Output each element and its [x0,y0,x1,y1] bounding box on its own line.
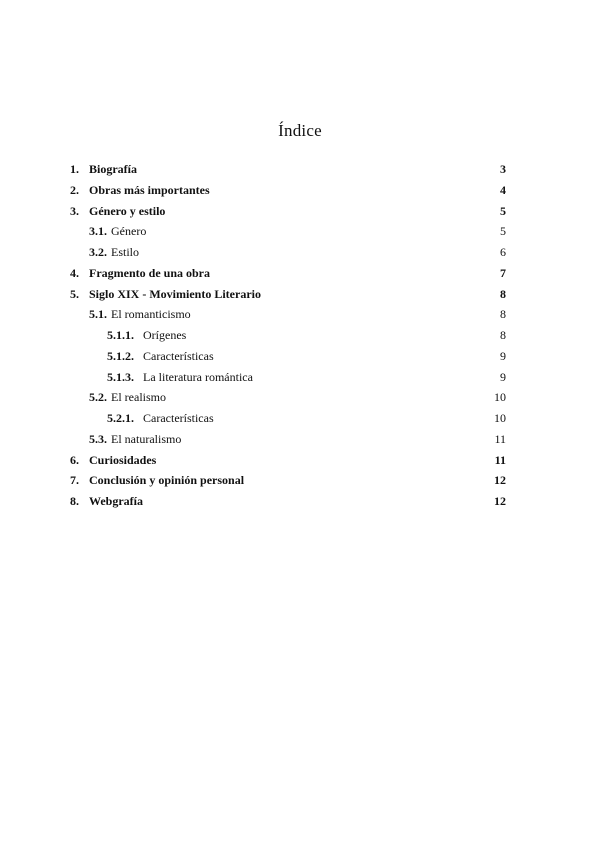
toc-entry-number: 8. [70,494,79,508]
toc-entry-label: Webgrafía [89,494,143,508]
toc-entry-page: 12 [494,473,506,488]
toc-entry-label: Curiosidades [89,452,157,467]
toc-entry-number: 7. [70,473,79,488]
toc-entry-number: 3.1. [89,224,107,239]
toc-entry[interactable] [0,263,600,284]
toc-entry-page: 5 [500,224,506,239]
toc-entry-number: 5.1.1. [107,328,134,342]
toc-entry-label: Conclusión y opinión personal [89,473,245,488]
toc-entry-label: Estilo [111,245,140,259]
toc-entry-number: 5.3. [89,431,107,446]
toc-entry-page: 10 [494,390,506,405]
toc-entry[interactable] [0,387,600,408]
toc-entry-page: 8 [500,328,506,342]
toc-entry-number: 1. [70,162,79,176]
toc-entry-label: Siglo XIX - Movimiento Literario [89,286,261,301]
toc-entry-label: Género y estilo [89,203,166,218]
toc-entry[interactable] [0,159,600,180]
toc-entry[interactable] [0,242,600,263]
toc-entry[interactable] [0,346,600,367]
toc-entry-number: 5.2. [89,390,107,405]
table-of-contents [0,159,600,512]
toc-entry-page: 7 [500,265,506,280]
toc-entry-page: 6 [500,245,506,259]
toc-entry-label: El romanticismo [111,307,191,322]
toc-entry[interactable] [0,284,600,305]
toc-entry-number: 4. [70,265,79,280]
toc-entry[interactable] [0,180,600,201]
toc-entry-page: 3 [500,162,506,176]
toc-entry-label: El realismo [111,390,166,405]
toc-entry[interactable] [0,450,600,471]
toc-entry[interactable] [0,470,600,491]
toc-entry-label: Características [143,411,214,425]
toc-entry-number: 6. [70,452,79,467]
toc-entry-page: 8 [500,286,506,301]
toc-entry-label: Características [143,348,214,363]
toc-entry-page: 12 [494,494,506,508]
toc-entry-number: 5. [70,286,79,301]
toc-entry-label: Biografía [89,162,137,176]
toc-entry-number: 5.1.3. [107,369,134,384]
toc-entry[interactable] [0,201,600,222]
page-title: Índice [278,121,322,141]
toc-entry-number: 3. [70,203,79,218]
toc-entry-label: La literatura romántica [143,369,253,384]
toc-entry-page: 8 [500,307,506,322]
toc-entry-label: Obras más importantes [89,182,210,197]
toc-entry-number: 3.2. [89,245,107,259]
toc-entry-page: 9 [500,348,506,363]
toc-entry-number: 5.1. [89,307,107,322]
toc-entry-page: 11 [494,452,506,467]
toc-entry[interactable] [0,367,600,388]
toc-entry-page: 10 [494,411,506,425]
toc-entry-number: 2. [70,182,79,197]
toc-entry-page: 11 [494,431,506,446]
toc-entry-number: 5.2.1. [107,411,134,425]
toc-entry-label: Género [111,224,147,239]
toc-entry-label: El naturalismo [111,431,182,446]
toc-entry-number: 5.1.2. [107,348,134,363]
toc-entry[interactable] [0,408,600,429]
toc-entry-page: 9 [500,369,506,384]
toc-entry-page: 5 [500,203,506,218]
toc-entry[interactable] [0,491,600,512]
toc-entry-page: 4 [500,182,506,197]
toc-entry[interactable] [0,304,600,325]
toc-entry[interactable] [0,325,600,346]
toc-entry-label: Fragmento de una obra [89,265,210,280]
toc-entry[interactable] [0,221,600,242]
toc-entry[interactable] [0,429,600,450]
toc-entry-label: Orígenes [143,328,187,342]
